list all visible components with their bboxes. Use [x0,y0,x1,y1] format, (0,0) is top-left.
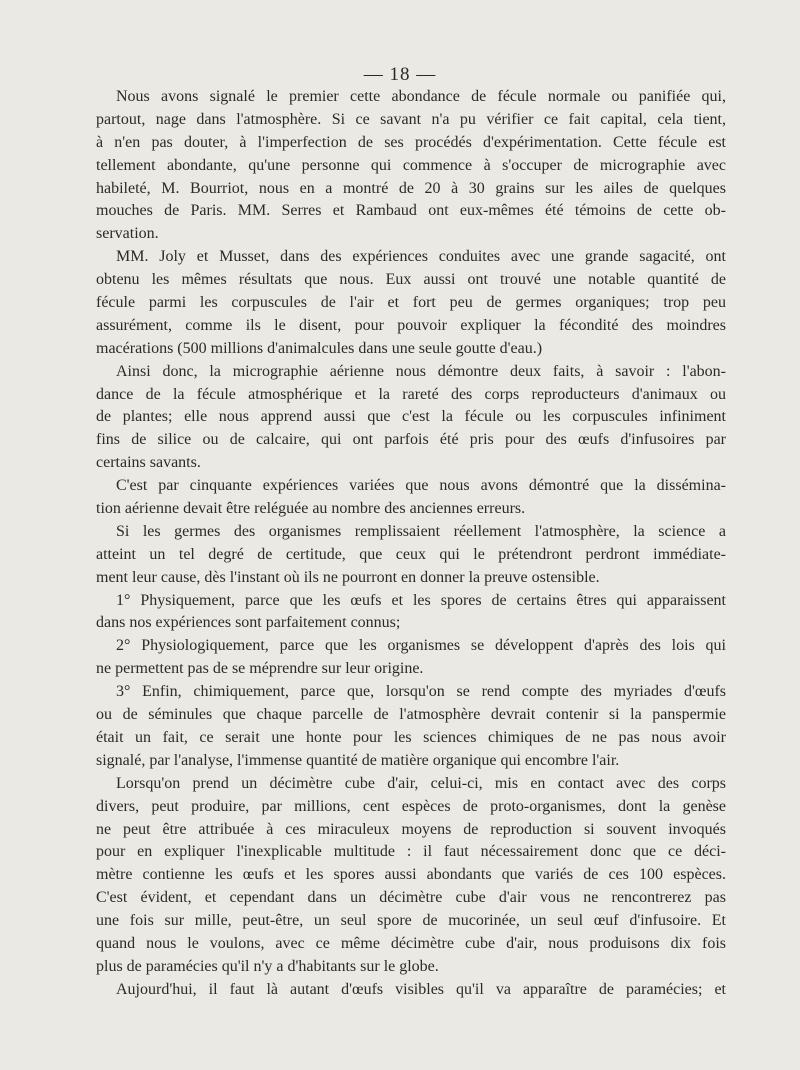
text-line: partout, nage dans l'atmosphère. Si ce savant n'a pu vérifier ce fait capital, cela tient, [96,110,726,128]
text-line: tellement abondante, qu'une personne qui commence à s'occuper de micrographie avec [96,156,726,174]
text-line: divers, peut produire, par millions, cent espèces de proto-organismes, dont la genèse [96,797,726,815]
text-line: habileté, M. Bourriot, nous en a montré de 20 à 30 grains sur les ailes de quelques [96,179,726,197]
text-line: une fois sur mille, peut-être, un seul spore de mucorinée, un seul œuf d'infusoire. Et [96,912,726,930]
text-line: 1° Physiquement, parce que les œufs et les spores de certains êtres qui apparaissent [116,591,726,609]
text-line: Aujourd'hui, il faut là autant d'œufs visibles qu'il va apparaître de paramécies; et [116,980,726,998]
text-line: C'est par cinquante expériences variées que nous avons démontré que la dissémina- [116,477,726,495]
text-line: macérations (500 millions d'animalcules dans une seule goutte d'eau.) [96,339,543,357]
body-text [96,88,726,1004]
text-line: pour en expliquer l'inexplicable multitude : il faut nécessairement donc que ce déci- [96,843,726,861]
text-line: obtenu les mêmes résultats que nous. Eux aussi ont trouvé une notable quantité de [96,271,726,289]
text-line: C'est évident, et cependant dans un décimètre cube d'air vous ne rencontrerez pas [96,889,726,907]
page-number: — 18 — [363,64,437,85]
text-line: 2° Physiologiquement, parce que les organismes se développent d'après des lois qui [116,637,726,655]
text-line: Lorsqu'on prend un décimètre cube d'air, celui-ci, mis en contact avec des corps [116,774,726,792]
text-line: atteint un tel degré de certitude, que ceux qui le prétendront perdront immédiate- [96,545,726,563]
text-line: dans nos expériences sont parfaitement connus; [96,614,401,632]
text-line: dance de la fécule atmosphérique et la rareté des corps reproducteurs d'animaux ou [96,385,726,403]
text-line: à n'en pas douter, à l'imperfection de ses procédés d'expérimentation. Cette fécule est [96,133,726,151]
text-line: ou de séminules que chaque parcelle de l'atmosphère devrait contenir si la panspermie [96,706,726,724]
text-line: ment leur cause, dès l'instant où ils ne pourront en donner la preuve ostensible. [96,568,600,586]
text-line: 3° Enfin, chimiquement, parce que, lorsqu'on se rend compte des myriades d'œufs [116,683,726,701]
text-line: ne permettent pas de se méprendre sur leur origine. [96,660,424,678]
text-line: ne peut être attribuée à ces miraculeux moyens de reproduction si souvent invoqués [96,820,726,838]
text-line: de plantes; elle nous apprend aussi que c'est la fécule ou les corpuscules infiniment [96,408,726,426]
text-line: Nous avons signalé le premier cette abondance de fécule normale ou panifiée qui, [116,88,726,105]
text-line: MM. Joly et Musset, dans des expériences conduites avec une grande sagacité, ont [116,248,726,266]
text-line: fins de silice ou de calcaire, qui ont parfois été pris pour des œufs d'infusoires par [96,431,726,449]
text-line: servation. [96,225,159,243]
text-line: signalé, par l'analyse, l'immense quantité de matière organique qui encombre l'air. [96,751,620,769]
text-line: mouches de Paris. MM. Serres et Rambaud ont eux-mêmes été témoins de cette ob- [96,202,726,220]
text-line: Si les germes des organismes remplissaient réellement l'atmosphère, la science a [116,522,726,540]
text-line: fécule parmi les corpuscules de l'air et fort peu de germes organiques; trop peu [96,294,726,312]
text-line: plus de paramécies qu'il n'y a d'habitants sur le globe. [96,957,439,975]
text-line: Ainsi donc, la micrographie aérienne nous démontre deux faits, à savoir : l'abon- [116,362,726,380]
text-line: était un fait, ce serait une honte pour les sciences chimiques de ne pas nous avoir [96,728,726,746]
text-line: assurément, comme ils le disent, pour pouvoir expliquer la fécondité des moindres [96,316,726,334]
text-line: tion aérienne devait être reléguée au nombre des anciennes erreurs. [96,500,526,518]
text-line: mètre contienne les œufs et les spores aussi abondants que variés de ces 100 espèces. [96,866,726,884]
text-line: certains savants. [96,454,201,472]
text-line: quand nous le voulons, avec ce même décimètre cube d'air, nous produisons dix fois [96,934,726,952]
